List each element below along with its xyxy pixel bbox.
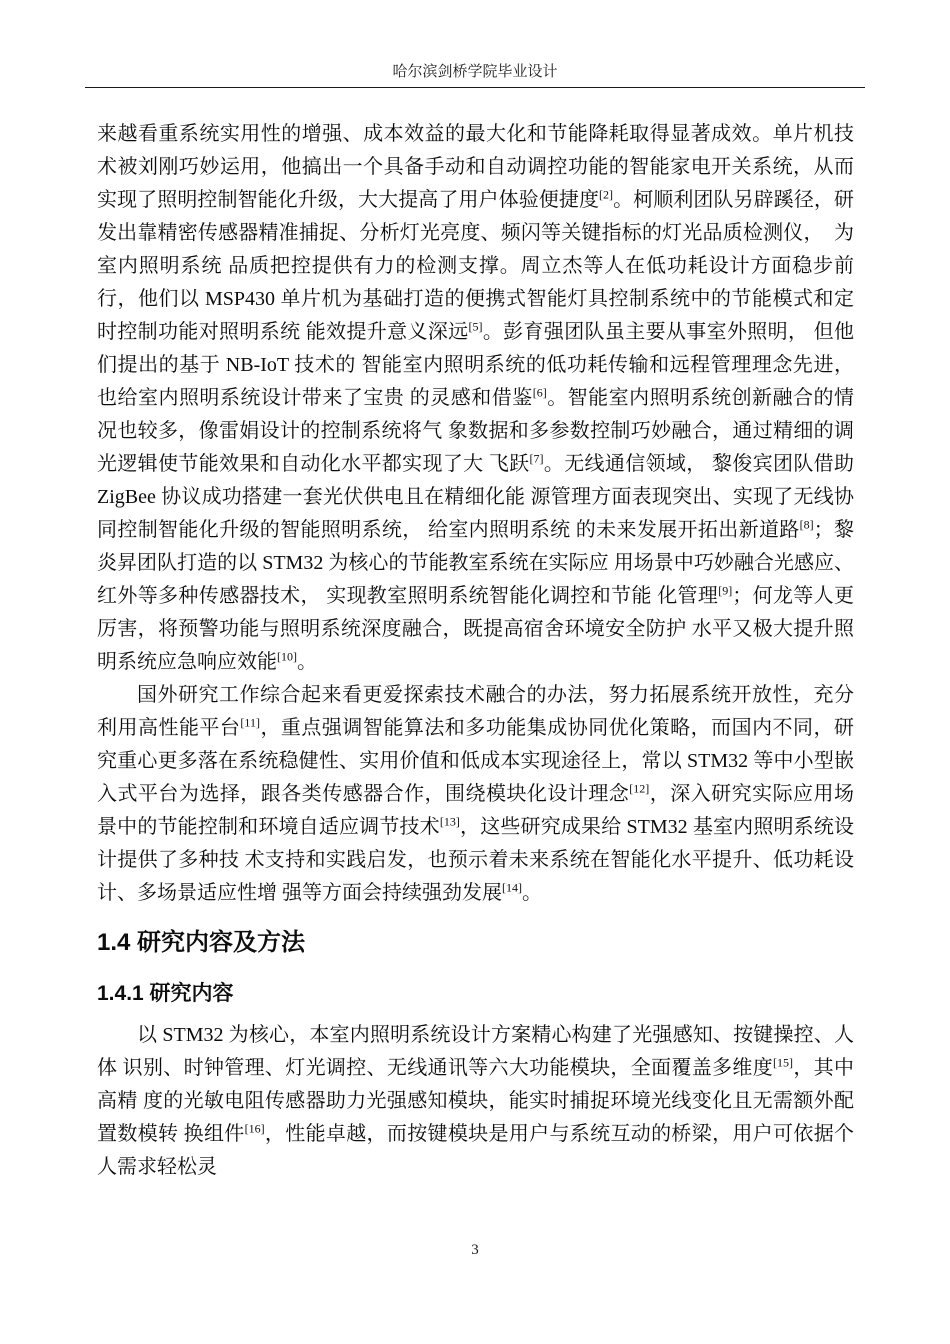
section-heading: 1.4 研究内容及方法: [97, 929, 306, 956]
subsection-heading: 1.4.1 研究内容: [97, 982, 234, 1005]
page-header: [85, 62, 865, 88]
citation-ref: [9]: [718, 583, 733, 598]
body-paragraph: 来越看重系统实用性的增强、成本效益的最大化和节能降耗取得显著成效。单片机技术被刘刚巧妙运用，他搞出一个具备手动和自动调控功能的智能家电开关系统，从而实现了照明控制智能化升级，大大提高了用户体验便捷度[2]。柯顺利团队另辟蹊径，研发出靠精密传感器精准捕捉、分析灯光亮度、频闪等关键指标的灯光品质检测仪， 为室内照明系统 品质把控提供有力的检测支撑。周立杰等人在低功耗设计方面稳步前行，他们以 MSP430 单片机为基础打造的便携式智能灯具控制系统中的节能模式和定时控制功能对照明系统 能效提升意义深远[5]。彭育强团队虽主要从事室外照明， 但他们提出的基于 NB-IoT 技术的 智能室内照明系统的低功耗传输和远程管理理念先进，也给室内照明系统设计带来了宝贵 的灵感和借鉴[6]。智能室内照明系统创新融合的情况也较多，像雷娟设计的控制系统将气 象数据和多参数控制巧妙融合，通过精细的调光逻辑使节能效果和自动化水平都实现了大 飞跃[7]。无线通信领域， 黎俊宾团队借助 ZigBee 协议成功搭建一套光伏供电且在精细化能 源管理方面表现突出、实现了无线协同控制智能化升级的智能照明系统， 给室内照明系统 的未来发展开拓出新道路[8]；黎炎昇团队打造的以 STM32 为核心的节能教室系统在实际应 用场景中巧妙融合光感应、红外等多种传感器技术， 实现教室照明系统智能化调控和节能 化管理[9]；何龙等人更厉害，将预警功能与照明系统深度融合，既提高宿舍环境安全防护 水平又极大提升照明系统应急响应效能[10]。: [97, 123, 860, 673]
citation-ref: [10]: [277, 649, 297, 664]
page-footer: [0, 1240, 950, 1260]
citation-ref: [5]: [468, 319, 483, 334]
page-number: 3: [471, 1242, 479, 1258]
citation-ref: [14]: [502, 880, 522, 895]
citation-ref: [6]: [532, 385, 547, 400]
header-title: 哈尔滨剑桥学院毕业设计: [392, 64, 558, 80]
document-body: [97, 118, 860, 1184]
citation-ref: [8]: [799, 517, 814, 532]
citation-ref: [7]: [529, 451, 544, 466]
body-paragraph: 国外研究工作综合起来看更爱探索技术融合的办法，努力拓展系统开放性，充分利用高性能平台[11]，重点强调智能算法和多功能集成协同优化策略，而国内不同，研究重心更多落在系统稳健性、实用价值和低成本实现途径上，常以 STM32 等中小型嵌入式平台为选择，跟各类传感器合作，围绕模块化设计理念[12]，深入研究实际应用场景中的节能控制和环境自适应调节技术[13]，这些研究成果给 STM32 基室内照明系统设计提供了多种技 术支持和实践启发，也预示着未来系统在智能化水平提升、低功耗设计、多场景适应性增 强等方面会持续强劲发展[14]。: [97, 684, 855, 904]
citation-ref: [16]: [244, 1121, 265, 1136]
citation-ref: [11]: [240, 715, 260, 730]
body-paragraph: 以 STM32 为核心，本室内照明系统设计方案精心构建了光强感知、按键操控、人体 识别、时钟管理、灯光调控、无线通讯等六大功能模块，全面覆盖多维度[15]，其中高精 度的光敏电阻传感器助力光强感知模块，能实时捕捉环境光线变化且无需额外配置数模转 换组件[16]，性能卓越，而按键模块是用户与系统互动的桥梁，用户可依据个人需求轻松灵: [97, 1024, 855, 1178]
citation-ref: [13]: [439, 814, 460, 829]
citation-ref: [2]: [599, 187, 614, 202]
citation-ref: [12]: [629, 781, 650, 796]
citation-ref: [15]: [773, 1055, 794, 1070]
